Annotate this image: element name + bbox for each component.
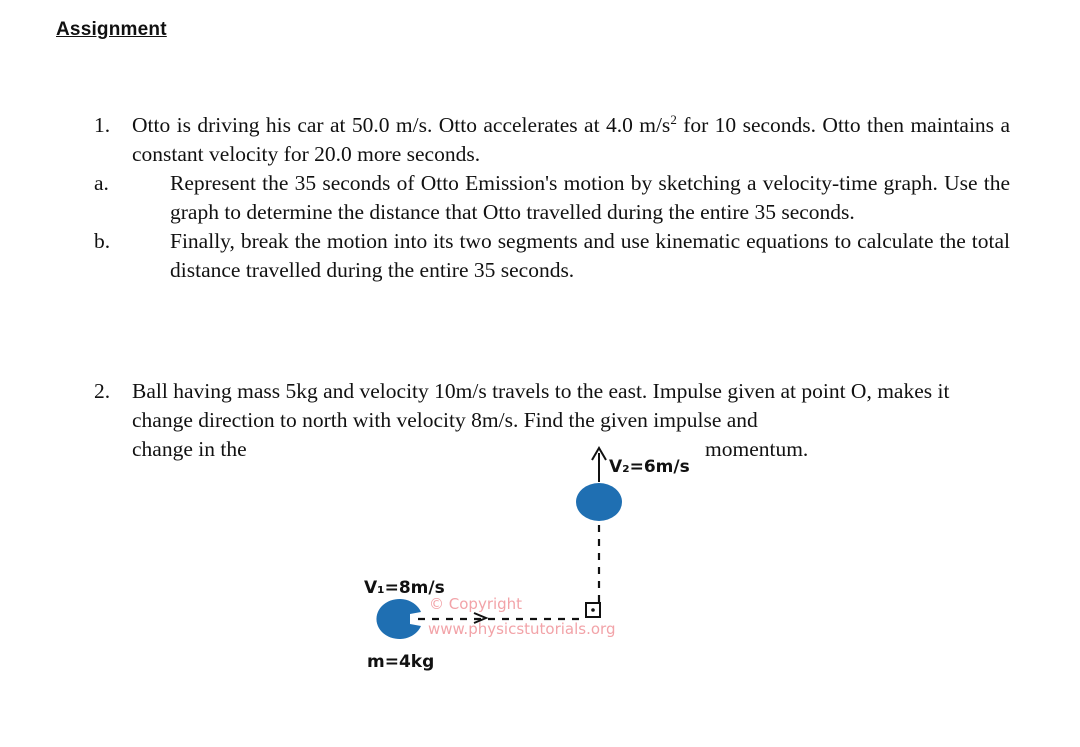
website-watermark: www.physicstutorials.org bbox=[428, 620, 616, 638]
question-1-number: 1. bbox=[94, 113, 111, 137]
ball-before-impulse bbox=[376, 599, 421, 639]
question-2-text: Ball having mass 5kg and velocity 10m/s travels to the east. Impulse given at point O, makes it change direction to north with velocity 8m/s. Find the given impulse and bbox=[132, 379, 950, 432]
question-2-text-tail-end: momentum. bbox=[705, 437, 809, 461]
question-1b-text: Finally, break the motion into its two segments and use kinematic equations to calculate the total distance travelled during the entire 35 seconds. bbox=[170, 229, 1010, 282]
v2-label: V₂=6m/s bbox=[609, 457, 690, 477]
ball-after-impulse bbox=[576, 483, 622, 521]
question-2-number: 2. bbox=[94, 379, 111, 403]
question-1b-label: b. bbox=[94, 229, 111, 253]
assignment-heading: Assignment bbox=[56, 19, 167, 40]
mass-label: m=4kg bbox=[367, 652, 435, 672]
question-1a-label: a. bbox=[94, 171, 109, 195]
v1-label: V₁=8m/s bbox=[364, 578, 445, 598]
question-2-text-tail-start: change in the bbox=[132, 437, 247, 461]
question-1a-text: Represent the 35 seconds of Otto Emission's motion by sketching a velocity-time graph. Use the graph to determine the distance that Otto travelled during the entire 35 seconds. bbox=[170, 171, 1010, 224]
copyright-watermark: © Copyright bbox=[429, 595, 523, 613]
point-o bbox=[591, 608, 595, 612]
question-1-text: Otto is driving his car at 50.0 m/s. Otto accelerates at 4.0 $m/s^2$ for 10 seconds. Otto then maintains a constant velocity for 20.0 more seconds. bbox=[132, 111, 1010, 166]
